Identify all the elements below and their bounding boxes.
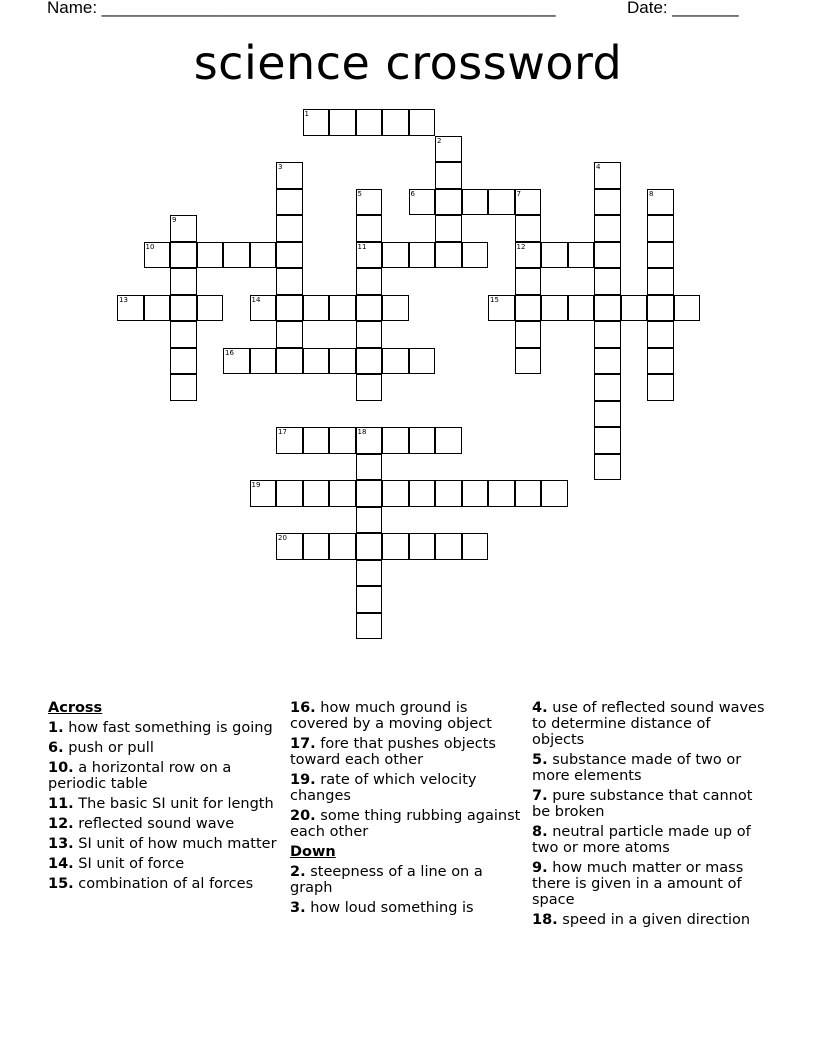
grid-cell[interactable] — [594, 268, 621, 295]
grid-cell[interactable] — [356, 374, 383, 401]
clue-text: steepness of a line on a graph — [290, 864, 483, 896]
clue-across-10 — [48, 760, 283, 792]
grid-cell[interactable] — [250, 480, 277, 507]
clue-number: 15. — [48, 876, 74, 892]
clue-text: combination of al forces — [78, 876, 254, 892]
grid-cell[interactable] — [515, 348, 542, 375]
grid-cell[interactable] — [117, 295, 144, 322]
grid-cell[interactable] — [409, 242, 436, 269]
clue-number: 13. — [48, 836, 74, 852]
clue-text: SI unit of force — [78, 856, 185, 872]
clue-text: fore that pushes objects toward each other — [290, 736, 496, 768]
grid-cell[interactable] — [488, 189, 515, 216]
grid-cell[interactable] — [409, 348, 436, 375]
grid-cell[interactable] — [435, 136, 462, 163]
cell-number: 3 — [278, 163, 283, 171]
grid-cell[interactable] — [594, 374, 621, 401]
clue-down-8 — [532, 824, 767, 856]
clue-number: 2. — [290, 864, 306, 880]
grid-cell[interactable] — [303, 427, 330, 454]
grid-cell[interactable] — [276, 427, 303, 454]
grid-cell[interactable] — [276, 268, 303, 295]
grid-cell[interactable] — [515, 189, 542, 216]
cell-number: 5 — [357, 189, 362, 198]
grid-cell[interactable] — [594, 295, 621, 322]
clue-across-6 — [48, 740, 283, 756]
cell-number: 13 — [119, 295, 128, 304]
grid-cell[interactable] — [594, 321, 621, 348]
grid-cell[interactable] — [515, 215, 542, 242]
grid-cell[interactable] — [170, 348, 197, 375]
grid-cell[interactable] — [462, 189, 489, 216]
clue-across-12 — [48, 816, 283, 832]
grid-cell[interactable] — [276, 215, 303, 242]
grid-cell[interactable] — [594, 454, 621, 481]
cell-number: 16 — [225, 348, 234, 357]
clue-text: The basic SI unit for length — [78, 796, 274, 812]
grid-cell[interactable] — [303, 109, 330, 136]
clue-number: 19. — [290, 772, 316, 788]
clue-across-15 — [48, 876, 283, 892]
grid-cell[interactable] — [541, 242, 568, 269]
grid-cell[interactable] — [382, 109, 409, 136]
grid-cell[interactable] — [170, 295, 197, 322]
grid-cell[interactable] — [435, 162, 462, 189]
grid-cell[interactable] — [541, 295, 568, 322]
clue-text: neutral particle made up of two or more atoms — [532, 824, 751, 856]
grid-cell[interactable] — [170, 321, 197, 348]
grid-cell[interactable] — [144, 295, 171, 322]
name-field[interactable]: Name: ________________________________________________ — [47, 0, 556, 17]
grid-cell[interactable] — [515, 295, 542, 322]
grid-cell[interactable] — [303, 533, 330, 560]
grid-cell[interactable] — [356, 560, 383, 587]
cell-number: 18 — [357, 428, 367, 436]
grid-cell[interactable] — [197, 295, 224, 322]
grid-cell[interactable] — [356, 454, 383, 481]
cell-number: 10 — [145, 242, 155, 251]
grid-cell[interactable] — [382, 242, 409, 269]
grid-cell[interactable] — [594, 348, 621, 375]
grid-cell[interactable] — [356, 533, 383, 560]
grid-cell[interactable] — [144, 242, 171, 269]
grid-cell[interactable] — [409, 533, 436, 560]
clue-column-3 — [532, 700, 767, 932]
cell-number: 9 — [172, 216, 177, 224]
grid-cell[interactable] — [621, 295, 648, 322]
grid-cell[interactable] — [594, 242, 621, 269]
grid-cell[interactable] — [647, 189, 674, 216]
clue-down-4 — [532, 700, 767, 748]
grid-cell[interactable] — [647, 215, 674, 242]
grid-cell[interactable] — [647, 348, 674, 375]
grid-cell[interactable] — [435, 189, 462, 216]
clue-text: how much ground is covered by a moving object — [290, 700, 492, 732]
grid-cell[interactable] — [170, 374, 197, 401]
grid-cell[interactable] — [382, 480, 409, 507]
clue-across-19 — [290, 772, 525, 804]
grid-cell[interactable] — [329, 533, 356, 560]
clue-text: how fast something is going — [68, 720, 273, 736]
grid-cell[interactable] — [356, 348, 383, 375]
grid-cell[interactable] — [594, 427, 621, 454]
clue-number: 16. — [290, 700, 316, 716]
grid-cell[interactable] — [435, 215, 462, 242]
cell-number: 8 — [649, 189, 654, 198]
grid-cell[interactable] — [409, 189, 436, 216]
clue-down-18 — [532, 912, 767, 928]
grid-cell[interactable] — [276, 295, 303, 322]
grid-cell[interactable] — [303, 295, 330, 322]
clue-text: a horizontal row on a periodic table — [48, 760, 232, 792]
grid-cell[interactable] — [356, 613, 383, 640]
clue-number: 6. — [48, 740, 64, 756]
grid-cell[interactable] — [382, 295, 409, 322]
grid-cell[interactable] — [329, 427, 356, 454]
grid-cell[interactable] — [568, 242, 595, 269]
clue-number: 1. — [48, 720, 64, 736]
clue-number: 20. — [290, 808, 316, 824]
clue-text: how much matter or mass there is given in a amount of space — [532, 860, 744, 908]
grid-cell[interactable] — [382, 427, 409, 454]
grid-cell[interactable] — [223, 348, 250, 375]
clue-text: reflected sound wave — [78, 816, 235, 832]
grid-cell[interactable] — [515, 480, 542, 507]
clue-across-17 — [290, 736, 525, 768]
grid-cell[interactable] — [223, 242, 250, 269]
clue-text: how loud something is — [310, 900, 474, 916]
clue-number: 12. — [48, 816, 74, 832]
clue-across-16 — [290, 700, 525, 732]
clue-across-13 — [48, 836, 283, 852]
grid-cell[interactable] — [276, 189, 303, 216]
clue-number: 18. — [532, 912, 558, 928]
grid-cell[interactable] — [356, 507, 383, 534]
clue-text: pure substance that cannot be broken — [532, 788, 753, 820]
cell-number: 12 — [516, 242, 526, 251]
cell-number: 20 — [278, 534, 287, 542]
grid-cell[interactable] — [250, 242, 277, 269]
grid-cell[interactable] — [197, 242, 224, 269]
grid-cell[interactable] — [276, 348, 303, 375]
grid-cell[interactable] — [462, 242, 489, 269]
grid-cell[interactable] — [647, 295, 674, 322]
grid-cell[interactable] — [594, 401, 621, 428]
grid-cell[interactable] — [462, 480, 489, 507]
grid-cell[interactable] — [356, 427, 383, 454]
grid-cell[interactable] — [356, 480, 383, 507]
grid-cell[interactable] — [303, 348, 330, 375]
grid-cell[interactable] — [356, 242, 383, 269]
clue-number: 3. — [290, 900, 306, 916]
grid-cell[interactable] — [409, 480, 436, 507]
grid-cell[interactable] — [276, 321, 303, 348]
grid-cell[interactable] — [356, 109, 383, 136]
grid-cell[interactable] — [250, 348, 277, 375]
clue-column-2 — [290, 700, 525, 920]
grid-cell[interactable] — [356, 215, 383, 242]
grid-cell[interactable] — [170, 268, 197, 295]
cell-number: 11 — [357, 242, 367, 251]
cell-number: 15 — [490, 295, 499, 304]
clue-number: 7. — [532, 788, 548, 804]
grid-cell[interactable] — [356, 321, 383, 348]
clue-number: 11. — [48, 796, 74, 812]
grid-cell[interactable] — [435, 427, 462, 454]
cell-number: 14 — [251, 295, 261, 304]
clue-down-7 — [532, 788, 767, 820]
clue-down-9 — [532, 860, 767, 908]
clue-down-5 — [532, 752, 767, 784]
grid-cell[interactable] — [303, 480, 330, 507]
page-title: science crossword — [193, 36, 623, 90]
grid-cell[interactable] — [435, 242, 462, 269]
cell-number: 1 — [304, 110, 309, 118]
grid-cell[interactable] — [170, 215, 197, 242]
grid-cell[interactable] — [329, 348, 356, 375]
grid-cell[interactable] — [515, 268, 542, 295]
clue-number: 14. — [48, 856, 74, 872]
clue-text: push or pull — [68, 740, 154, 756]
cell-number: 6 — [410, 189, 415, 198]
grid-cell[interactable] — [541, 480, 568, 507]
grid-cell[interactable] — [382, 533, 409, 560]
grid-cell[interactable] — [276, 480, 303, 507]
down-heading: Down — [290, 844, 336, 860]
grid-cell[interactable] — [647, 374, 674, 401]
clue-text: use of reflected sound waves to determine distance of objects — [532, 700, 765, 748]
grid-cell[interactable] — [356, 189, 383, 216]
clue-across-1 — [48, 720, 283, 736]
clue-across-11 — [48, 796, 283, 812]
grid-cell[interactable] — [488, 295, 515, 322]
grid-cell[interactable] — [276, 242, 303, 269]
cell-number: 17 — [278, 428, 287, 436]
cell-number: 7 — [516, 189, 521, 198]
clue-number: 17. — [290, 736, 316, 752]
date-field[interactable]: Date: _______ — [627, 0, 739, 17]
grid-cell[interactable] — [435, 533, 462, 560]
grid-cell[interactable] — [356, 295, 383, 322]
grid-cell[interactable] — [568, 295, 595, 322]
grid-cell[interactable] — [409, 427, 436, 454]
grid-cell[interactable] — [594, 215, 621, 242]
clue-number: 9. — [532, 860, 548, 876]
clue-number: 8. — [532, 824, 548, 840]
clue-number: 10. — [48, 760, 74, 776]
grid-cell[interactable] — [515, 321, 542, 348]
grid-cell[interactable] — [488, 480, 515, 507]
grid-cell[interactable] — [647, 242, 674, 269]
grid-cell[interactable] — [647, 321, 674, 348]
cell-number: 4 — [596, 163, 601, 171]
grid-cell[interactable] — [382, 348, 409, 375]
clue-text: some thing rubbing against each other — [290, 808, 521, 840]
grid-cell[interactable] — [674, 295, 701, 322]
clue-down-2 — [290, 864, 525, 896]
grid-cell[interactable] — [409, 109, 436, 136]
clue-across-14 — [48, 856, 283, 872]
clue-across-20 — [290, 808, 525, 840]
clue-text: substance made of two or more elements — [532, 752, 742, 784]
clue-text: speed in a given direction — [562, 912, 751, 928]
grid-cell[interactable] — [594, 189, 621, 216]
grid-cell[interactable] — [515, 242, 542, 269]
clue-text: rate of which velocity changes — [290, 772, 477, 804]
clue-number: 5. — [532, 752, 548, 768]
cell-number: 19 — [251, 481, 261, 489]
grid-cell[interactable] — [435, 480, 462, 507]
grid-cell[interactable] — [250, 295, 277, 322]
grid-cell[interactable] — [462, 533, 489, 560]
clue-text: SI unit of how much matter — [78, 836, 277, 852]
grid-cell[interactable] — [356, 586, 383, 613]
grid-cell[interactable] — [276, 533, 303, 560]
grid-cell[interactable] — [329, 295, 356, 322]
grid-cell[interactable] — [276, 162, 303, 189]
grid-cell[interactable] — [647, 268, 674, 295]
clue-column-1 — [48, 700, 283, 896]
grid-cell[interactable] — [594, 162, 621, 189]
across-heading: Across — [48, 700, 103, 716]
clue-number: 4. — [532, 700, 548, 716]
clue-down-3 — [290, 900, 525, 916]
grid-cell[interactable] — [329, 480, 356, 507]
grid-cell[interactable] — [356, 268, 383, 295]
grid-cell[interactable] — [329, 109, 356, 136]
cell-number: 2 — [437, 136, 442, 145]
grid-cell[interactable] — [170, 242, 197, 269]
